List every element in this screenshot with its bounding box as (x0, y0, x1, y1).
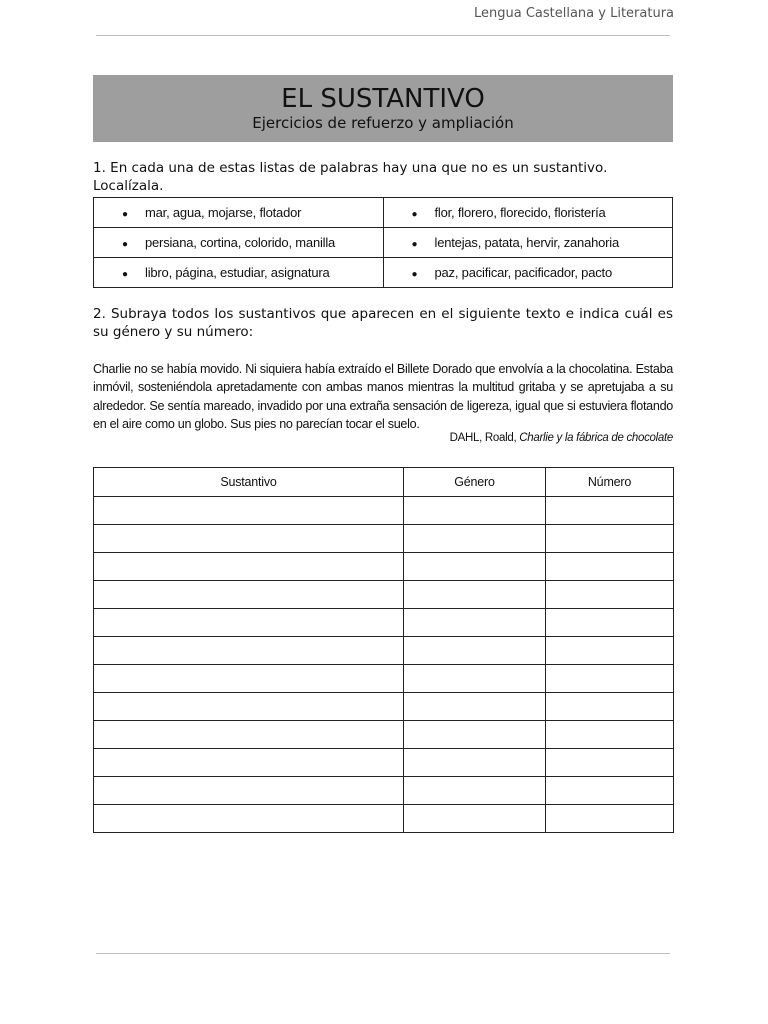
answer-cell-numero[interactable] (546, 553, 674, 581)
word-list-item (94, 198, 384, 228)
word-list-text: persiana, cortina, colorido, manilla (145, 235, 336, 250)
bullet-icon: ● (411, 209, 418, 220)
answer-cell-sustantivo[interactable] (94, 525, 404, 553)
word-list-text: mar, agua, mojarse, flotador (145, 205, 302, 220)
exercise-1-prompt: 1. En cada una de estas listas de palabras hay una que no es un sustantivo. Localízala. (93, 160, 608, 194)
table-row (94, 497, 674, 525)
answer-cell-genero[interactable] (404, 497, 546, 525)
column-header-genero: Género (404, 468, 546, 497)
answer-cell-genero[interactable] (404, 805, 546, 833)
answer-cell-genero[interactable] (404, 665, 546, 693)
answer-cell-sustantivo[interactable] (94, 497, 404, 525)
answer-cell-genero[interactable] (404, 553, 546, 581)
table-row (94, 721, 674, 749)
column-header-numero: Número (546, 468, 674, 497)
answer-cell-numero[interactable] (546, 609, 674, 637)
table-row (94, 805, 674, 833)
citation-work: Charlie y la fábrica de chocolate (519, 432, 673, 444)
answer-cell-numero[interactable] (546, 693, 674, 721)
table-row (94, 665, 674, 693)
table-row (94, 609, 674, 637)
answer-cell-genero[interactable] (404, 777, 546, 805)
word-list-text: lentejas, patata, hervir, zanahoria (434, 235, 620, 250)
answer-cell-numero[interactable] (546, 581, 674, 609)
word-list-row (94, 258, 673, 288)
word-list-item (383, 228, 673, 258)
table-row (94, 525, 674, 553)
answer-cell-genero[interactable] (404, 637, 546, 665)
page-subtitle: Ejercicios de refuerzo y ampliación (252, 114, 514, 132)
answer-cell-genero[interactable] (404, 693, 546, 721)
table-row (94, 749, 674, 777)
word-list-item (383, 258, 673, 288)
answer-cell-genero[interactable] (404, 525, 546, 553)
passage-citation (450, 432, 673, 444)
answer-cell-genero[interactable] (404, 609, 546, 637)
answer-cell-numero[interactable] (546, 525, 674, 553)
answer-cell-sustantivo[interactable] (94, 777, 404, 805)
header-subject: Lengua Castellana y Literatura (473, 6, 674, 21)
reading-passage: Charlie no se había movido. Ni siquiera había extraído el Billete Dorado que envolvía a la chocolatina. Estaba inmóvil, sosteniéndola apretadamente con ambas manos mientras la multitud gritaba y se apretujaba a su alrededor. Se sentía mareado, invadido por una extraña sensación de ligereza, igual que si estuviera flotando en el aire como un globo. Sus pies no parecían tocar el suelo. (93, 362, 673, 431)
answer-cell-numero[interactable] (546, 637, 674, 665)
answer-cell-genero[interactable] (404, 581, 546, 609)
word-list-row (94, 228, 673, 258)
word-list-item (94, 258, 384, 288)
answer-cell-numero[interactable] (546, 805, 674, 833)
table-row (94, 553, 674, 581)
answer-cell-numero[interactable] (546, 749, 674, 777)
table-row (94, 693, 674, 721)
answer-cell-numero[interactable] (546, 665, 674, 693)
table-row (94, 581, 674, 609)
word-list-text: libro, página, estudiar, asignatura (145, 265, 330, 280)
answer-cell-sustantivo[interactable] (94, 637, 404, 665)
answer-cell-sustantivo[interactable] (94, 609, 404, 637)
title-banner (93, 75, 673, 142)
answer-cell-numero[interactable] (546, 721, 674, 749)
answer-cell-sustantivo[interactable] (94, 581, 404, 609)
answer-cell-sustantivo[interactable] (94, 553, 404, 581)
word-list-text: flor, florero, florecido, floristería (434, 205, 606, 220)
answer-cell-genero[interactable] (404, 721, 546, 749)
bullet-icon: ● (122, 239, 128, 250)
answer-cell-sustantivo[interactable] (94, 693, 404, 721)
word-list-text: paz, pacificar, pacificador, pacto (434, 265, 612, 280)
answer-cell-sustantivo[interactable] (94, 665, 404, 693)
bullet-icon: ● (122, 269, 128, 280)
answer-cell-numero[interactable] (546, 497, 674, 525)
answer-cell-numero[interactable] (546, 777, 674, 805)
table-row (94, 637, 674, 665)
bullet-icon: ● (411, 269, 418, 280)
answer-cell-sustantivo[interactable] (94, 805, 404, 833)
column-header-sustantivo: Sustantivo (94, 468, 404, 497)
footer-divider (96, 953, 670, 954)
bullet-icon: ● (411, 239, 418, 250)
answer-cell-genero[interactable] (404, 749, 546, 777)
word-list-item (94, 228, 384, 258)
word-lists-table (93, 197, 673, 288)
table-row (94, 777, 674, 805)
answer-cell-sustantivo[interactable] (94, 721, 404, 749)
header-divider (96, 35, 670, 36)
answer-table (93, 467, 674, 833)
citation-author: DAHL, Roald, (449, 432, 520, 444)
exercise-2-prompt: 2. Subraya todos los sustantivos que aparecen en el siguiente texto e indica cuál es su género y su número: (93, 306, 673, 340)
bullet-icon: ● (122, 209, 128, 220)
page-title: EL SUSTANTIVO (281, 84, 485, 114)
word-list-item (383, 198, 673, 228)
answer-cell-sustantivo[interactable] (94, 749, 404, 777)
word-list-row (94, 198, 673, 228)
